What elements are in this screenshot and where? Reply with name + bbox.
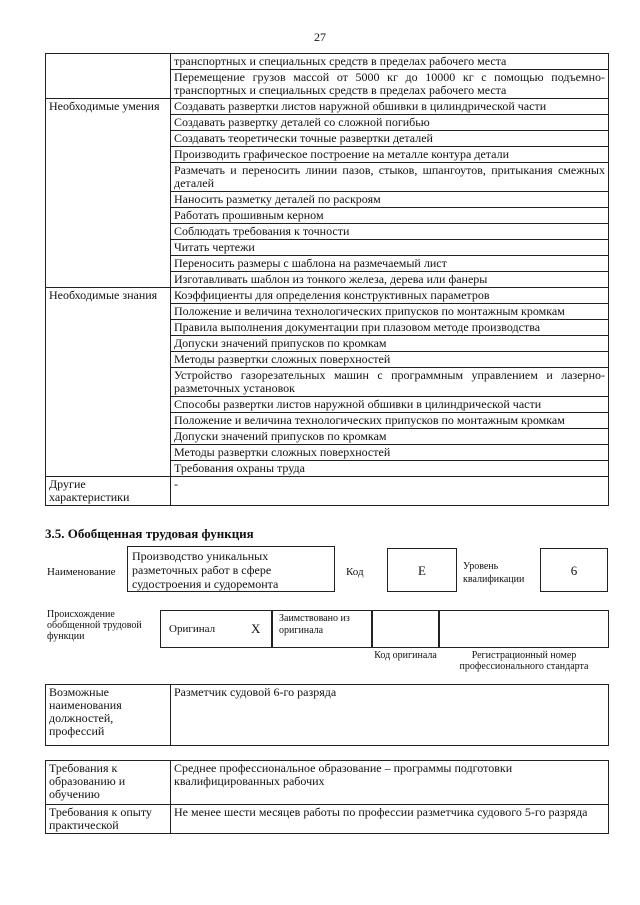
other-value: -	[171, 477, 609, 506]
education-value: Среднее профессиональное образование – программы подготовки квалифицированных рабочих	[171, 761, 609, 805]
skill-item: Читать чертежи	[171, 240, 609, 256]
original-label: Оригинал	[169, 623, 216, 635]
level-label: Уровень квалификации	[463, 561, 525, 585]
experience-label: Требования к опыту практической	[46, 805, 171, 834]
original-mark: X	[251, 621, 261, 636]
knowledge-item: Положение и величина технологических припусков по монтажным кромкам	[171, 413, 609, 429]
positions-label: Возможные наименования должностей, профессий	[46, 685, 171, 746]
page-number: 27	[314, 30, 326, 44]
skills-label: Необходимые умения	[46, 99, 171, 288]
knowledge-item: Положение и величина технологических припусков по монтажным кромкам	[171, 304, 609, 320]
table-row	[46, 477, 609, 506]
knowledge-item: Допуски значений припусков по кромкам	[171, 336, 609, 352]
skill-item: Соблюдать требования к точности	[171, 224, 609, 240]
positions-table	[45, 684, 609, 746]
knowledge-item: Правила выполнения документации при плазовом методе производства	[171, 320, 609, 336]
skill-item: Создавать теоретически точные развертки деталей	[171, 131, 609, 147]
name-value: Производство уникальных разметочных работ в сфере судостроения и судоремонта	[127, 546, 335, 592]
skill-item: Создавать развертки листов наружной обшивки в цилиндрической части	[171, 99, 609, 115]
section-title: 3.5. Обобщенная трудовая функция	[45, 526, 254, 541]
skill-item: Наносить разметку деталей по раскроям	[171, 192, 609, 208]
table-row	[46, 288, 609, 304]
knowledge-item: Способы развертки листов наружной обшивки в цилиндрической части	[171, 397, 609, 413]
code-original-cell	[372, 610, 439, 648]
skill-item: Производить графическое построение на металле контура детали	[171, 147, 609, 163]
requirements-table	[45, 760, 609, 834]
knowledge-item: Методы развертки сложных поверхностей	[171, 352, 609, 368]
skill-item: Изготавливать шаблон из тонкого железа, дерева или фанеры	[171, 272, 609, 288]
code-label: Код	[346, 566, 364, 578]
code-value: E	[387, 548, 457, 592]
other-label: Другие характеристики	[46, 477, 171, 506]
skill-item: Работать прошивным керном	[171, 208, 609, 224]
knowledge-label: Необходимые знания	[46, 288, 171, 477]
knowledge-item: Коэффициенты для определения конструктивных параметров	[171, 288, 609, 304]
reg-number-cell	[439, 610, 609, 648]
empty-label-cell	[46, 54, 171, 99]
table-row	[46, 54, 609, 70]
competency-table	[45, 53, 609, 506]
name-label: Наименование	[47, 566, 116, 578]
experience-value: Не менее шести месяцев работы по профессии разметчика судового 5-го разряда	[171, 805, 609, 834]
list-item: Перемещение грузов массой от 5000 кг до 10000 кг с помощью подъемно-транспортных и специальных средств в пределах рабочего места	[171, 70, 609, 99]
education-label: Требования к образованию и обучению	[46, 761, 171, 805]
positions-value: Разметчик судовой 6-го разряда	[171, 685, 609, 746]
origin-label: Происхождение обобщенной трудовой функции	[47, 609, 142, 642]
knowledge-item: Допуски значений припусков по кромкам	[171, 429, 609, 445]
knowledge-item: Методы развертки сложных поверхностей	[171, 445, 609, 461]
knowledge-item: Требования охраны труда	[171, 461, 609, 477]
borrowed-label: Заимствовано из оригинала	[272, 610, 372, 648]
list-item: транспортных и специальных средств в пределах рабочего места	[171, 54, 609, 70]
knowledge-item: Устройство газорезательных машин с программным управлением и лазерно-разметочных установок	[171, 368, 609, 397]
skill-item: Размечать и переносить линии пазов, стыков, шпангоутов, притыкания смежных деталей	[171, 163, 609, 192]
level-value: 6	[540, 548, 608, 592]
original-cell	[160, 610, 272, 648]
table-row	[46, 99, 609, 115]
skill-item: Создавать развертку деталей со сложной погибью	[171, 115, 609, 131]
code-original-label: Код оригинала	[374, 650, 437, 661]
skill-item: Переносить размеры с шаблона на размечаемый лист	[171, 256, 609, 272]
reg-number-label: Регистрационный номер профессионального стандарта	[459, 650, 589, 672]
